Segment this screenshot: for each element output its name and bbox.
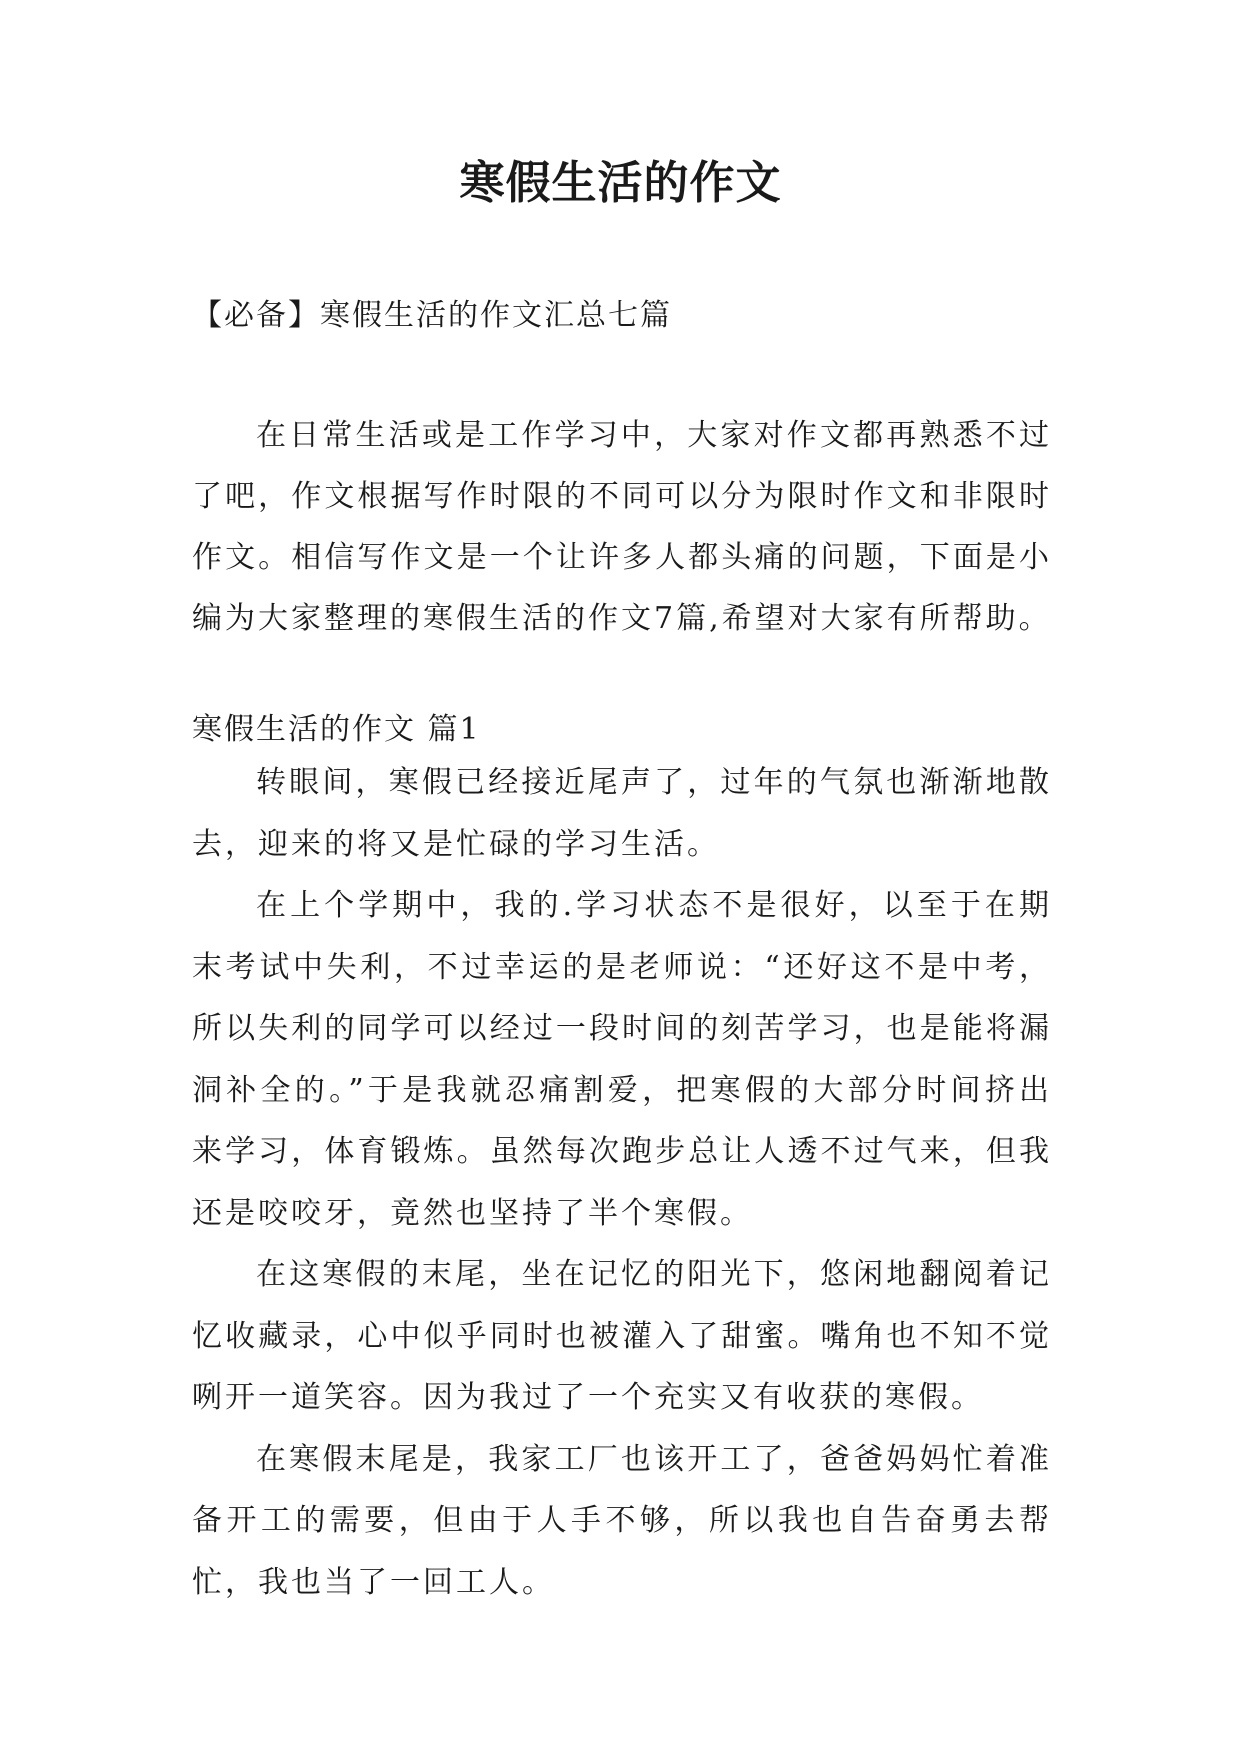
document-subtitle: 【必备】寒假生活的作文汇总七篇 <box>192 298 672 333</box>
section-heading: 寒假生活的作文 篇1 <box>192 712 481 747</box>
essay-paragraph: 在这寒假的末尾，坐在记忆的阳光下，悠闲地翻阅着记忆收藏录，心中似乎同时也被灌入了甜蜜。嘴角也不知不觉咧开一道笑容。因为我过了一个充实又有收获的寒假。 <box>192 1257 1052 1415</box>
essay-paragraph: 在上个学期中，我的.学习状态不是很好，以至于在期末考试中失利，不过幸运的是老师说：“还好这不是中考，所以失利的同学可以经过一段时间的刻苦学习，也是能将漏洞补全的。”于是我就忍痛割爱，把寒假的大部分时间挤出来学习，体育锻炼。虽然每次跑步总让人透不过气来，但我还是咬咬牙，竟然也坚持了半个寒假。 <box>192 888 1052 1231</box>
essay-body <box>192 752 1052 1613</box>
intro-paragraph: 在日常生活或是工作学习中，大家对作文都再熟悉不过了吧，作文根据写作时限的不同可以分为限时作文和非限时作文。相信写作文是一个让许多人都头痛的问题，下面是小编为大家整理的寒假生活的作文7篇,希望对大家有所帮助。 <box>192 418 1052 636</box>
essay-paragraph: 转眼间，寒假已经接近尾声了，过年的气氛也渐渐地散去，迎来的将又是忙碌的学习生活。 <box>192 765 1052 862</box>
essay-paragraph: 在寒假末尾是，我家工厂也该开工了，爸爸妈妈忙着准备开工的需要，但由于人手不够，所以我也自告奋勇去帮忙，我也当了一回工人。 <box>192 1441 1052 1600</box>
document-title: 寒假生活的作文 <box>459 156 782 209</box>
